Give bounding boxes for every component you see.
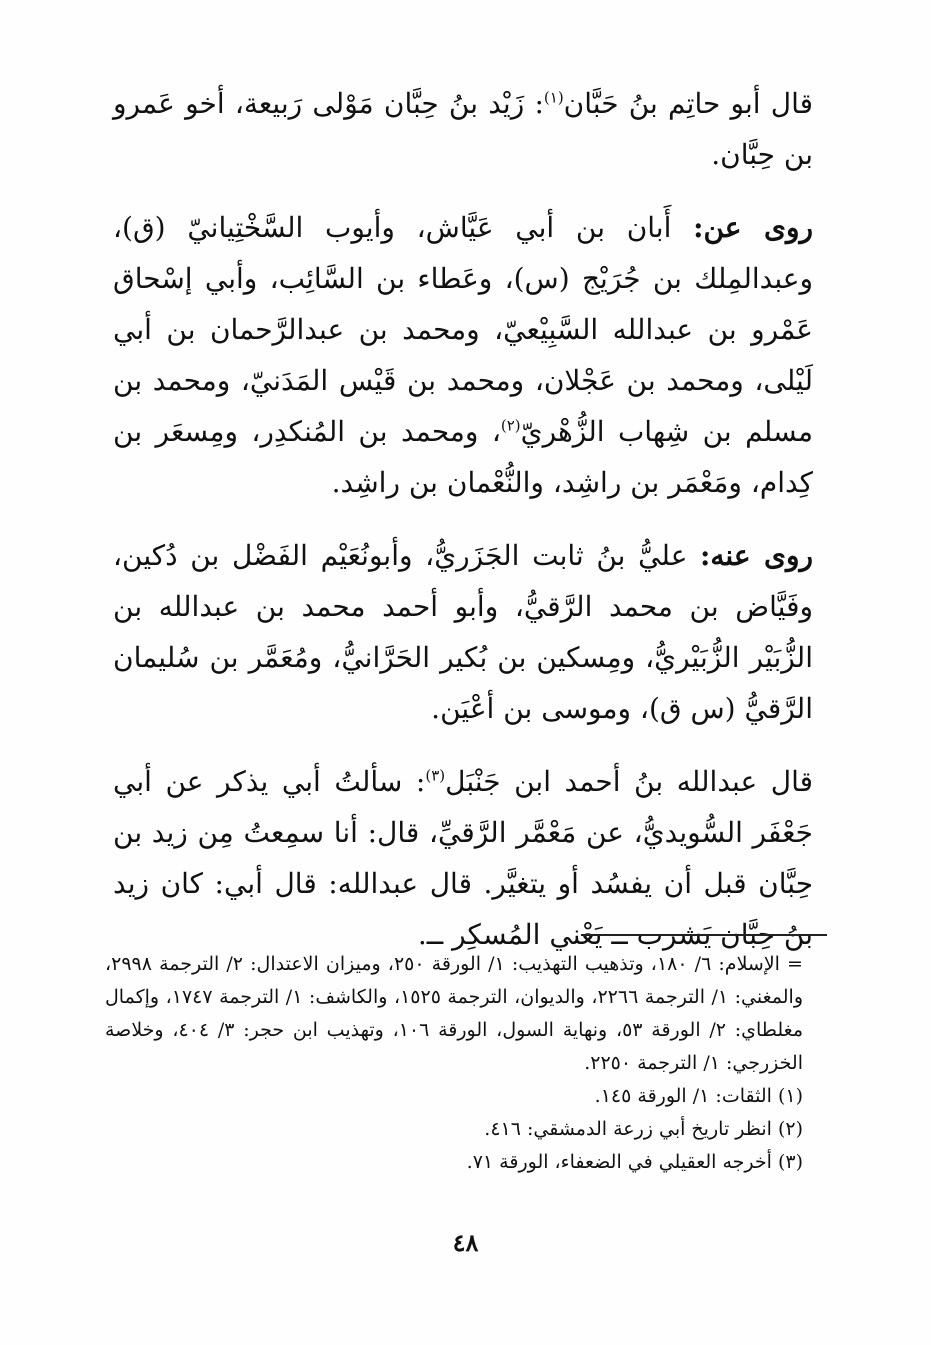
footnote-1: (١) الثقات: ١/ الورقة ١٤٥. [594,1085,803,1107]
paragraph-rest: : سألتُ أبي يذكر عن أبي جَعْفَر السُّويديُّ، عن مَعْمَّر الرَّقيِّ، قال: أنا سمِعتُ مِن زيد بن حِبَّان قبل أن يفسُد أو يتغيَّر. قال عبدالله: قال أبي: كان زيد بنُ حِبَّان يَشرب ــ يَعْني المُسكِر ــ. [113,765,813,951]
paragraph-lead: روى عن: [693,211,813,244]
paragraph-narrated-by [113,530,813,734]
paragraph-text: قال أبو حاتِم بنُ حَبَّان [563,87,814,120]
footnotes [105,948,803,1179]
footnote-ref-1: (١) [543,88,564,107]
paragraph-text: قال عبدالله بنُ أحمد ابن جَنْبَل [445,765,813,798]
paragraph-intro [113,78,813,180]
page-number: ٤٨ [452,1228,479,1257]
paragraph-lead: روى عنه: [700,539,813,572]
paragraph-narrated-from [113,202,813,508]
footnote-separator [581,934,827,936]
paragraph-rest: ، ومحمد بن المُنكدِر، ومِسعَر بن كِدام، ومَعْمَر بن راشِد، والنُّعْمان بن راشِد. [113,415,813,499]
paragraph-quote [113,756,813,960]
paragraph-text: أَبان بن أبي عَيَّاش، وأيوب السَّخْتِيانيّ (ق)، وعبدالمِلك بن جُرَيْج (س)، وعَطاء بن السَّائِب، وأبي إسْحاق عَمْرو بن عبدالله السَّبِيْعيّ، ومحمد بن عبدالرَّحمان بن أبي لَيْلى، ومحمد بن عَجْلان، ومحمد بن قَيْس المَدَنيّ، ومحمد بن مسلم بن شِهاب الزُّهْريّ [113,211,814,448]
footnote-ref-2: (٢) [500,416,521,435]
paragraph-rest: : زَيْد بنُ حِبَّان مَوْلى رَبيعة، أخو عَمرو بن حِبَّان. [113,87,813,171]
main-text [113,78,813,960]
footnote-continuation: = الإسلام: ٦/ ١٨٠، وتذهيب التهذيب: ١/ الورقة ٢٥٠، وميزان الاعتدال: ٢/ الترجمة ٢٩٩٨، والمغني: ١/ الترجمة ٢٢٦٦، والديوان، الترجمة ١٥٢٥، والكاشف: ١/ الترجمة ١٧٤٧، وإكمال مغلطاي: ٢/ الورقة ٥٣، ونهاية السول، الورقة ١٠٦، وتهذيب ابن حجر: ٣/ ٤٠٤، وخلاصة الخزرجي: ١/ الترجمة ٢٢٥٠. [105,953,804,1074]
footnote-3: (٣) أخرجه العقيلي في الضعفاء، الورقة ٧١. [466,1151,803,1173]
footnote-2: (٢) انظر تاريخ أبي زرعة الدمشقي: ٤١٦. [484,1118,803,1140]
paragraph-text: عليُّ بنُ ثابت الجَزَريُّ، وأبونُعَيْم الفَضْل بن دُكين، وفَيَّاض بن محمد الرَّقيُّ، وأبو أحمد محمد بن عبدالله بن الزُّبَيْر الزُّبَيْريُّ، ومِسكين بن بُكير الحَرَّانيُّ، ومُعَمَّر بن سُليمان الرَّقيُّ (س ق)، وموسى بن أعْيَن. [113,539,813,725]
footnote-ref-3: (٣) [425,766,446,785]
